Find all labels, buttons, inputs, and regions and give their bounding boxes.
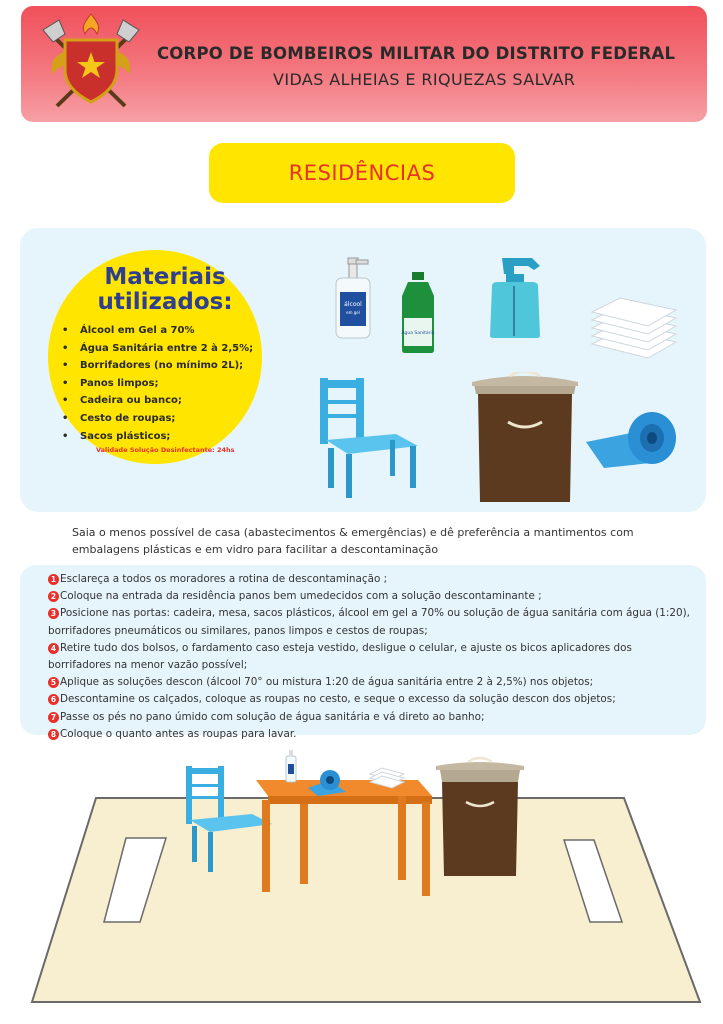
fire-brigade-emblem-icon (39, 12, 143, 112)
scene-sanitizer-icon (286, 750, 296, 782)
step-text: Posicione nas portas: cadeira, mesa, sacos plásticos, álcool em gel a 70% ou solução de água sanitária com água (1:20), borrifadores pneumáticos ou similares, panos limpos e cestos de roupas; (48, 607, 690, 637)
step-number-badge: 3 (48, 608, 59, 619)
step-number-badge: 1 (48, 574, 59, 585)
list-item (48, 571, 698, 588)
step-text: Descontamine os calçados, coloque as roupas no cesto, e seque o excesso da solução descon dos objetos; (60, 693, 616, 706)
intro-text: Saia o menos possível de casa (abastecimentos & emergências) e dê preferência a mantimentos com embalagens plásticas e em vidro para facilitar a descontaminação (72, 526, 634, 556)
section-title: RESIDÊNCIAS (209, 143, 515, 203)
step-text: Coloque na entrada da residência panos bem umedecidos com a solução descontaminante ; (60, 590, 542, 603)
organization-motto: VIDAS ALHEIAS E RIQUEZAS SALVAR (273, 70, 576, 89)
step-number-badge: 8 (48, 729, 59, 740)
materials-title-line2: utilizados: (97, 289, 233, 315)
scene-laundry-basket-icon (436, 758, 524, 876)
bottle-sublabel: em gel (346, 310, 360, 315)
materials-title (90, 265, 240, 315)
list-item (48, 605, 698, 639)
list-item: • Panos limpos; (62, 375, 262, 393)
step-number-badge: 2 (48, 591, 59, 602)
header-banner (21, 6, 707, 122)
step-number-badge: 7 (48, 712, 59, 723)
list-item (48, 691, 698, 708)
bottle-label: álcool (344, 301, 362, 308)
spray-bottle-icon (484, 256, 548, 340)
step-text: Passe os pés no pano úmido com solução de água sanitária e vá direto ao banho; (60, 710, 485, 723)
list-item: • Álcool em Gel a 70% (62, 322, 262, 340)
plastic-bags-roll-icon (584, 404, 680, 470)
clean-cloths-icon (588, 284, 678, 364)
materials-title-line1: Materiais (104, 264, 226, 290)
bleach-bottle-icon (398, 270, 438, 354)
list-item (48, 588, 698, 605)
list-item (48, 640, 698, 674)
list-item: • Sacos plásticos; (62, 428, 262, 446)
step-text: Coloque o quanto antes as roupas para lavar. (60, 727, 297, 740)
step-number-badge: 5 (48, 677, 59, 688)
step-number-badge: 6 (48, 694, 59, 705)
laundry-basket-icon (470, 372, 580, 506)
materials-list (62, 322, 262, 445)
chair-icon (316, 374, 422, 500)
list-item: • Borrifadores (no mínimo 2L); (62, 357, 262, 375)
list-item (48, 674, 698, 691)
steps-list (48, 571, 698, 743)
step-text: Retire tudo dos bolsos, o fardamento caso esteja vestido, desligue o celular, e ajuste os bicos aplicadores dos borrifadores na menor vazão possível; (48, 641, 632, 672)
step-text: Aplique as soluções descon (álcool 70° ou mistura 1:20 de água sanitária entre 2 à 2,5%) nos objetos; (60, 676, 594, 689)
list-item: • Cesto de roupas; (62, 410, 262, 428)
validity-note: Validade Solução Desinfectante: 24hs (96, 446, 235, 454)
entrance-scene-illustration (0, 740, 723, 1024)
step-text: Esclareça a todos os moradores a rotina de descontaminação ; (60, 573, 388, 585)
list-item: • Água Sanitária entre 2 à 2,5%; (62, 340, 262, 358)
organization-name: CORPO DE BOMBEIROS MILITAR DO DISTRITO FEDERAL (157, 44, 676, 63)
step-number-badge: 4 (48, 643, 59, 654)
bleach-label: Água Sanitária (401, 331, 435, 336)
list-item: • Cadeira ou banco; (62, 392, 262, 410)
list-item (48, 709, 698, 726)
hand-sanitizer-bottle-icon (330, 256, 374, 340)
